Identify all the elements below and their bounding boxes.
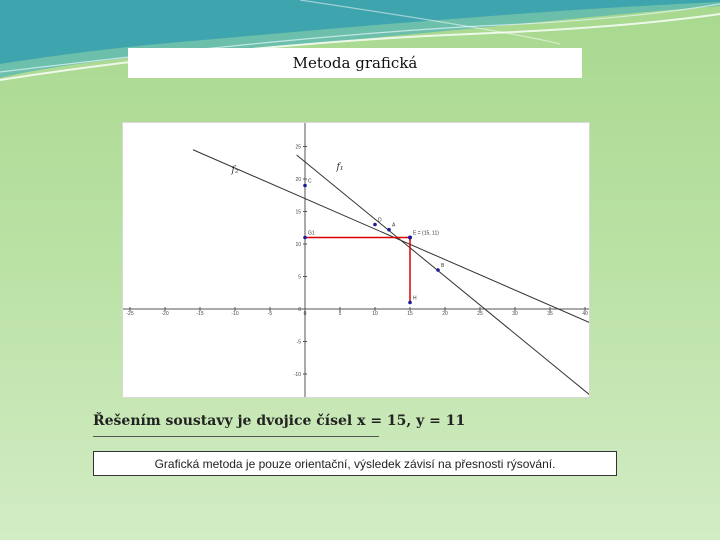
point-b (436, 268, 440, 272)
x-tick-label: -20 (161, 311, 169, 317)
x-tick-label: -15 (196, 311, 204, 317)
page-title (128, 48, 582, 78)
point-label: C (308, 178, 312, 185)
x-tick-label: 20 (442, 311, 448, 317)
x-tick-label: 10 (372, 311, 378, 317)
y-tick-label: 15 (295, 209, 301, 216)
y-tick-label: 25 (295, 144, 301, 151)
x-tick-label: 25 (477, 311, 483, 317)
x-tick-label: 0 (303, 311, 307, 317)
solution-statement (93, 406, 466, 437)
point-c (303, 184, 307, 188)
x-tick-label: 30 (512, 311, 518, 317)
function-line (297, 155, 589, 397)
x-tick-label: 40 (582, 311, 588, 317)
function-line (193, 150, 589, 339)
point-label: B (441, 263, 445, 269)
function-line-label: f₂ (231, 165, 239, 176)
point-label: D (378, 217, 382, 224)
solution-text: Řešením soustavy je dvojice čísel x = 15, y = 11 (93, 413, 466, 429)
x-tick-label: -10 (231, 311, 239, 317)
page-title-text: Metoda grafická (292, 54, 418, 72)
y-tick-label: 10 (295, 242, 301, 248)
point-a (387, 228, 391, 232)
y-tick-label: -5 (296, 339, 301, 346)
note-box (93, 451, 617, 476)
y-tick-label: -10 (293, 372, 301, 378)
x-tick-label: 35 (547, 311, 553, 317)
y-tick-label: 0 (298, 307, 301, 313)
note-text: Grafická metoda je pouze orientační, výsledek závisí na přesnosti rýsování. (154, 456, 556, 471)
point-label: H (413, 295, 417, 302)
point-label: A (392, 222, 396, 229)
function-line-label: f₁ (336, 162, 344, 173)
y-tick-label: 20 (295, 177, 301, 183)
intersection-label: E = (15, 11) (413, 230, 439, 237)
point-g1 (303, 236, 307, 240)
x-tick-label: 15 (407, 311, 413, 317)
y-tick-label: 5 (298, 274, 301, 281)
point-label: G1 (308, 230, 315, 237)
coordinate-graph (123, 123, 589, 397)
point-h (408, 301, 412, 305)
intersection-point (408, 236, 412, 240)
x-tick-label: -5 (267, 311, 273, 317)
x-tick-label: 5 (338, 311, 342, 317)
graph-panel (122, 122, 590, 398)
x-tick-label: -25 (126, 311, 134, 317)
point-d (373, 223, 377, 227)
